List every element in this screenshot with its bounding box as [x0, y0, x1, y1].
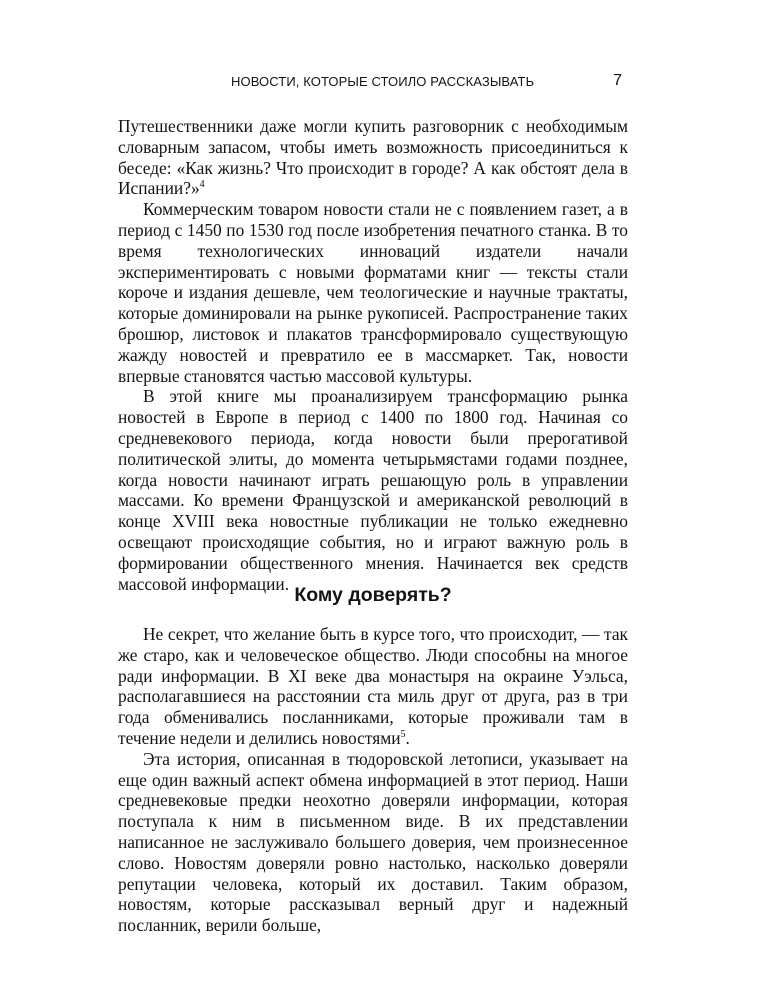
paragraph: Коммерческим товаром новости стали не с появлением газет, а в период с 1450 по 1530 год после изобретения печатного станка. В то время технологических инноваций издатели начали экспериментировать с новыми форматами книг — тексты стали короче и издания дешевле, чем теологические и научные трактаты, которые доминировали на рынке рукописей. Распространение таких брошюр, листовок и плакатов трансформировало существующую жажду новостей и превратило ее в массмаркет. Так, новости впервые становятся частью массовой культуры.: [118, 199, 628, 386]
paragraph: Эта история, описанная в тюдоровской летописи, указывает на еще один важный аспект обмена информацией в этот период. Наши средневековые предки неохотно доверяли информации, которая поступала к ним в письменном виде. В их представлении написанное не заслуживало большего доверия, чем произнесенное слово. Новостям доверяли ровно настолько, насколько доверяли репутации человека, который их доставил. Таким образом, новостям, которые рассказывал верный друг и надежный посланник, верили больше,: [118, 748, 628, 936]
paragraph: [118, 116, 628, 199]
paragraph-tail: .: [405, 727, 410, 748]
running-header: [130, 72, 628, 94]
section-heading: Кому доверять?: [294, 584, 452, 606]
page-number: 7: [613, 72, 622, 89]
running-title: НОВОСТИ, КОТОРЫЕ СТОИЛО РАССКАЗЫВАТЬ: [231, 74, 535, 89]
paragraph: В этой книге мы проанализируем трансформацию рынка новостей в Европе в период с 1400 по 1800 год. Начиная со средневекового периода, когда новости были прерогативой политической элиты, до момента четырьмястами годами позднее, когда новости начинают играть решающую роль в управлении массами. Ко времени Французской и американской революций в конце XVIII века новостные публикации не только ежедневно освещают происходящие события, но и играют важную роль в формировании общественного мнения. Начинается век средств массовой информации.: [118, 386, 628, 594]
body-text-top: [118, 116, 628, 594]
body-text-bottom: [118, 624, 628, 936]
paragraph: [118, 624, 628, 749]
paragraph-text: Путешественники даже могли купить разговорник с необходимым словарным запасом, чтобы иметь возможность присоединиться к беседе: «Как жизнь? Что происходит в городе? А как обстоят дела в Испании?»: [118, 116, 628, 199]
footnote-marker: 5: [400, 728, 406, 740]
paragraph-text: Не секрет, что желание быть в курсе того, что происходит, — так же старо, как и человеческое общество. Люди способны на многое ради информации. В XI веке два монастыря на окраине Уэльса, располагавшиеся на расстоянии ста миль друг от друга, раз в три года обменивались посланниками, которые проживали там в течение недели и делились новостями: [118, 624, 628, 748]
footnote-marker: 4: [199, 179, 205, 191]
